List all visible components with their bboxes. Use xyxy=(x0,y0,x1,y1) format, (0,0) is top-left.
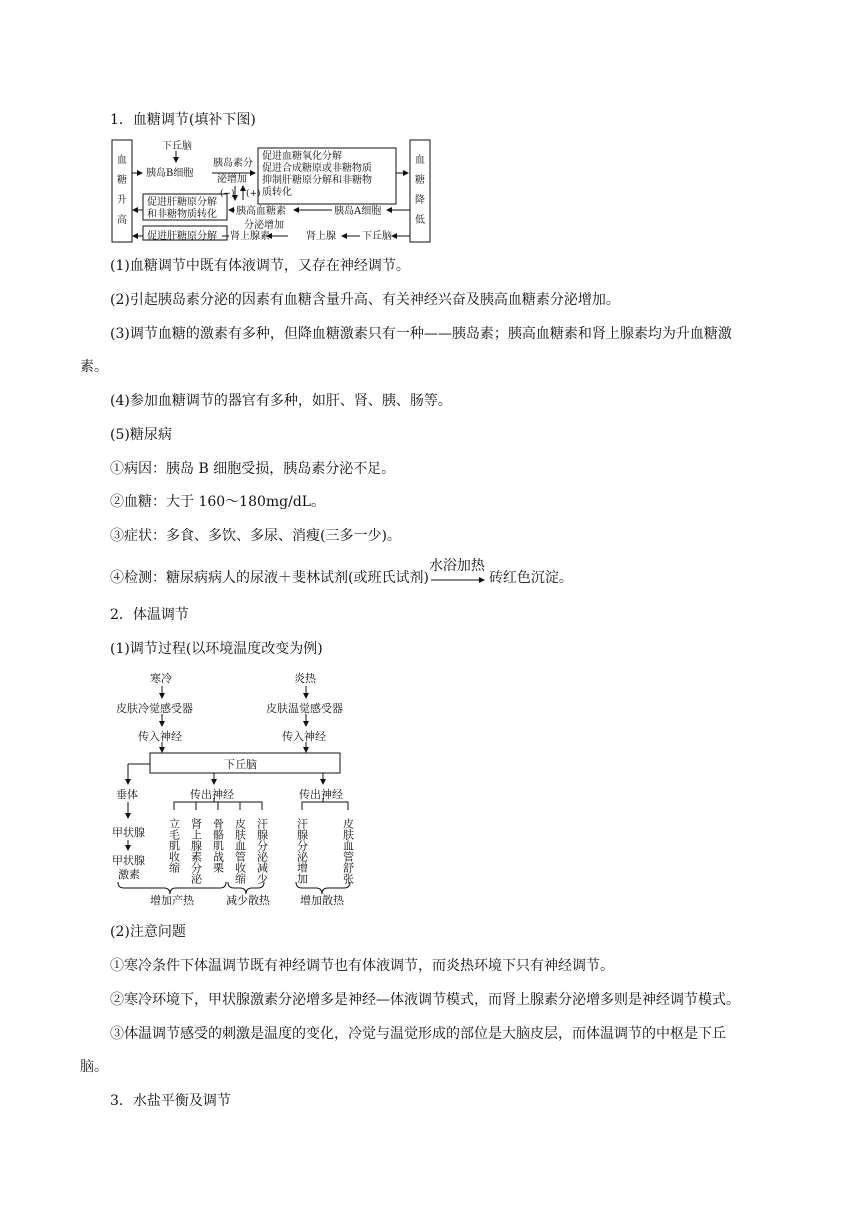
td-hot: 炎热 xyxy=(294,672,316,685)
dg-insulin-1: 胰岛素分 xyxy=(213,158,253,169)
dg-right-3: 降 xyxy=(415,195,425,206)
section3-heading: 3．水盐平衡及调节 xyxy=(110,1093,231,1109)
td-afferent-left: 传入神经 xyxy=(138,730,182,743)
dg-right-1: 血 xyxy=(415,155,425,166)
section2-heading: 2．体温调节 xyxy=(110,607,189,623)
dg-left-3: 升 xyxy=(117,195,127,206)
dg-adrenaline: 肾上腺素 xyxy=(230,231,270,242)
dg-beta-cell: 胰岛B细胞 xyxy=(146,168,194,179)
section2-sub2: (2)注意问题 xyxy=(110,924,186,940)
dg-hypothalamus-top: 下丘脑 xyxy=(162,141,192,152)
dg-plus: (+) xyxy=(246,189,261,199)
dg-glucagon: 胰高血糖素 xyxy=(236,206,286,217)
td-col-piloerector: 立毛肌收缩 xyxy=(167,818,181,873)
td-col-sweat-increase: 汗腺分泌增加 xyxy=(295,818,309,884)
note-3: ③体温调节感受的刺激是温度的变化，冷觉与温觉形成的部位是大脑皮层，而体温调节的中枢是下丘 xyxy=(110,1026,726,1042)
diabetes-glucose: ②血糖：大于 160～180mg/dL。 xyxy=(110,494,326,510)
dg-effect-2: 促进合成糖原或非糖物质 xyxy=(262,163,372,174)
detection-prefix: ④检测：糖尿病病人的尿液＋斐林试剂(或班氏试剂) xyxy=(110,570,429,586)
dg-glycogen-only: 促进肝糖原分解 xyxy=(147,231,217,242)
thermoregulation-diagram xyxy=(110,670,370,910)
dg-secretion-increase: 分泌增加 xyxy=(244,220,284,231)
section2-sub1: (1)调节过程(以环境温度改变为例) xyxy=(110,641,323,657)
dg-glycogen-2: 和非糖物质转化 xyxy=(147,209,217,220)
td-col-sweat-reduce: 汗腺分泌减少 xyxy=(255,818,269,884)
dg-left-4: 高 xyxy=(117,215,127,226)
dg-left-1: 血 xyxy=(117,155,127,166)
td-increase-heat-loss: 增加散热 xyxy=(300,894,344,907)
dg-hypothalamus-bottom: 下丘脑 xyxy=(362,231,392,242)
dg-kidney: 肾上腺 xyxy=(306,231,336,242)
blood-glucose-diagram xyxy=(110,138,435,246)
dg-left-2: 糖 xyxy=(117,175,127,186)
dg-effect-3: 抑制肝糖原分解和非糖物 xyxy=(262,175,372,186)
point-3: (3)调节血糖的激素有多种，但降血糖激素只有一种——胰岛素；胰高血糖素和肾上腺素均为升血糖激 xyxy=(110,326,732,342)
td-col-vessel-dilate: 皮肤血管舒张 xyxy=(341,818,355,884)
dg-minus: (−) xyxy=(220,189,235,199)
td-thyroid-hormone-1: 甲状腺 xyxy=(112,854,145,867)
td-cold-receptor: 皮肤冷觉感受器 xyxy=(116,702,193,715)
point-5: (5)糖尿病 xyxy=(110,427,172,443)
td-warm-receptor: 皮肤温觉感受器 xyxy=(266,702,343,715)
point-1: (1)血糖调节中既有体液调节，又存在神经调节。 xyxy=(110,258,410,274)
td-thyroid-hormone-2: 激素 xyxy=(118,868,140,881)
point-2: (2)引起胰岛素分泌的因素有血糖含量升高、有关神经兴奋及胰高血糖素分泌增加。 xyxy=(110,292,620,308)
td-efferent-left: 传出神经 xyxy=(190,788,234,801)
diabetes-symptom: ③症状：多食、多饮、多尿、消瘦(三多一少)。 xyxy=(110,528,401,544)
note-1: ①寒冷条件下体温调节既有神经调节也有体液调节，而炎热环境下只有神经调节。 xyxy=(110,958,614,974)
dg-right-4: 低 xyxy=(415,215,425,226)
td-col-vessel-constrict: 皮肤血管收缩 xyxy=(233,818,247,884)
td-thyroid: 甲状腺 xyxy=(112,826,145,839)
dg-alpha-cell: 胰岛A细胞 xyxy=(334,206,382,217)
td-col-shiver: 骨骼肌战栗 xyxy=(211,818,225,873)
td-reduce-heat-loss: 减少散热 xyxy=(226,894,270,907)
diabetes-cause: ①病因：胰岛 B 细胞受损，胰岛素分泌不足。 xyxy=(110,461,396,477)
note-2: ②寒冷环境下，甲状腺激素分泌增多是神经—体液调节模式，而肾上腺素分泌增多则是神经调节模式。 xyxy=(110,992,740,1008)
point-4: (4)参加血糖调节的器官有多种，如肝、肾、胰、肠等。 xyxy=(110,393,452,409)
dg-insulin-2: 泌增加 xyxy=(217,174,247,185)
td-col-adrenal: 肾上腺素分泌 xyxy=(189,818,203,884)
section1-heading: 1．血糖调节(填补下图) xyxy=(110,112,256,128)
diabetes-detection xyxy=(110,558,573,588)
dg-glycogen-1: 促进肝糖原分解 xyxy=(147,197,217,208)
td-afferent-right: 传入神经 xyxy=(282,730,326,743)
heating-label: 水浴加热 xyxy=(428,558,485,574)
note-3-cont: 脑。 xyxy=(80,1059,108,1075)
detection-suffix: 砖红色沉淀。 xyxy=(488,570,573,586)
td-pituitary: 垂体 xyxy=(116,788,138,801)
dg-effect-4: 质转化 xyxy=(262,187,292,198)
td-increase-heat: 增加产热 xyxy=(150,894,194,907)
heating-arrow xyxy=(428,558,489,588)
td-hypothalamus: 下丘脑 xyxy=(224,758,257,771)
td-efferent-right: 传出神经 xyxy=(299,788,343,801)
td-cold: 寒冷 xyxy=(150,672,172,685)
dg-right-2: 糖 xyxy=(415,175,425,186)
point-3-cont: 素。 xyxy=(80,359,108,375)
dg-effect-1: 促进血糖氧化分解 xyxy=(262,151,342,162)
